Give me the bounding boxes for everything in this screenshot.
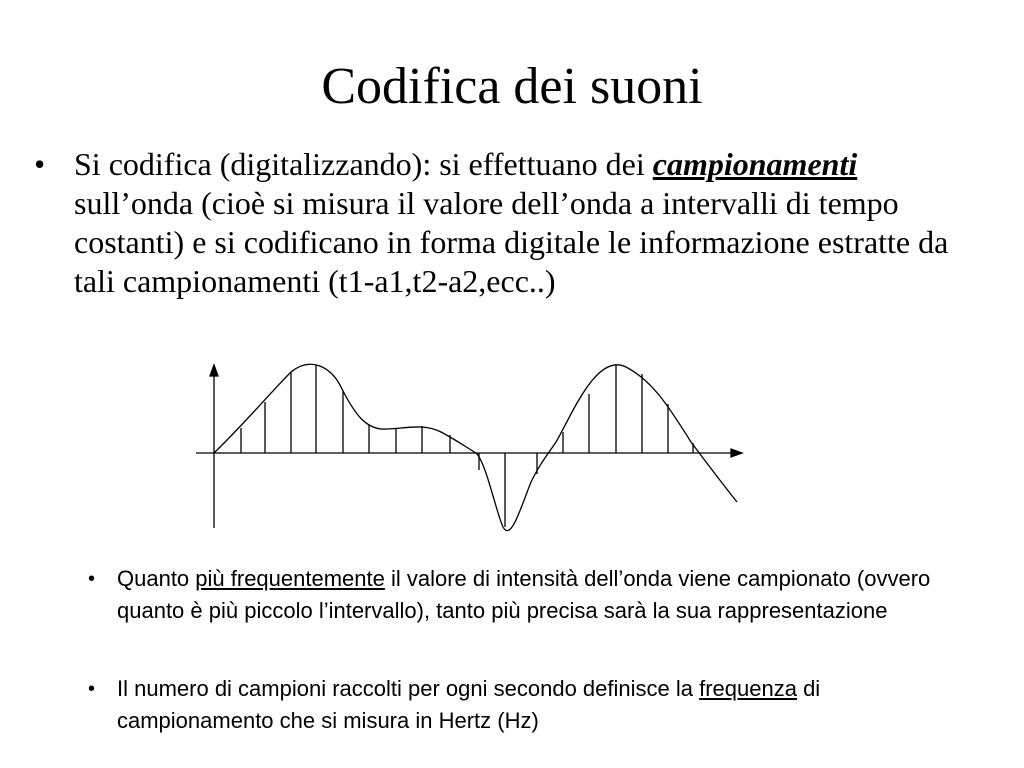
bullet-marker: •	[88, 568, 96, 590]
sub-bullet-text	[117, 563, 937, 627]
waveform-curve	[214, 364, 737, 530]
sub1-post: il valore di intensità dell’onda viene campionato (ovvero quanto è più piccolo l’intervallo), tanto più precisa sarà la sua rappresentazione	[117, 566, 931, 623]
bullet-marker: •	[34, 146, 46, 182]
bullet-marker: •	[88, 678, 96, 700]
main-text-part2: sull’onda (cioè si misura il valore dell’onda a intervalli di tempo costanti) e si codificano in forma digitale le informazione estratte da tali campionamenti (t1-a1,t2-a2,ecc..)	[74, 185, 949, 299]
sample-lines	[241, 365, 693, 527]
sub2-underlined: frequenza	[699, 676, 797, 701]
y-axis-arrowhead	[210, 365, 218, 376]
sub1-pre: Quanto	[117, 566, 196, 591]
sub-bullet-text	[117, 673, 937, 737]
sub2-pre: Il numero di campioni raccolti per ogni secondo definisce la	[117, 676, 700, 701]
slide-title: Codifica dei suoni	[321, 58, 703, 115]
sub2-post: di campionamento che si misura in Hertz (Hz)	[117, 676, 821, 733]
main-bullet-text	[74, 145, 974, 301]
x-axis-arrowhead	[731, 449, 742, 457]
sub1-underlined: più frequentemente	[195, 566, 385, 591]
campionamenti-emphasis: campionamenti	[652, 146, 858, 182]
main-text-part1: Si codifica (digitalizzando): si effettuano dei	[74, 146, 653, 182]
sampled-waveform-diagram	[196, 362, 746, 534]
